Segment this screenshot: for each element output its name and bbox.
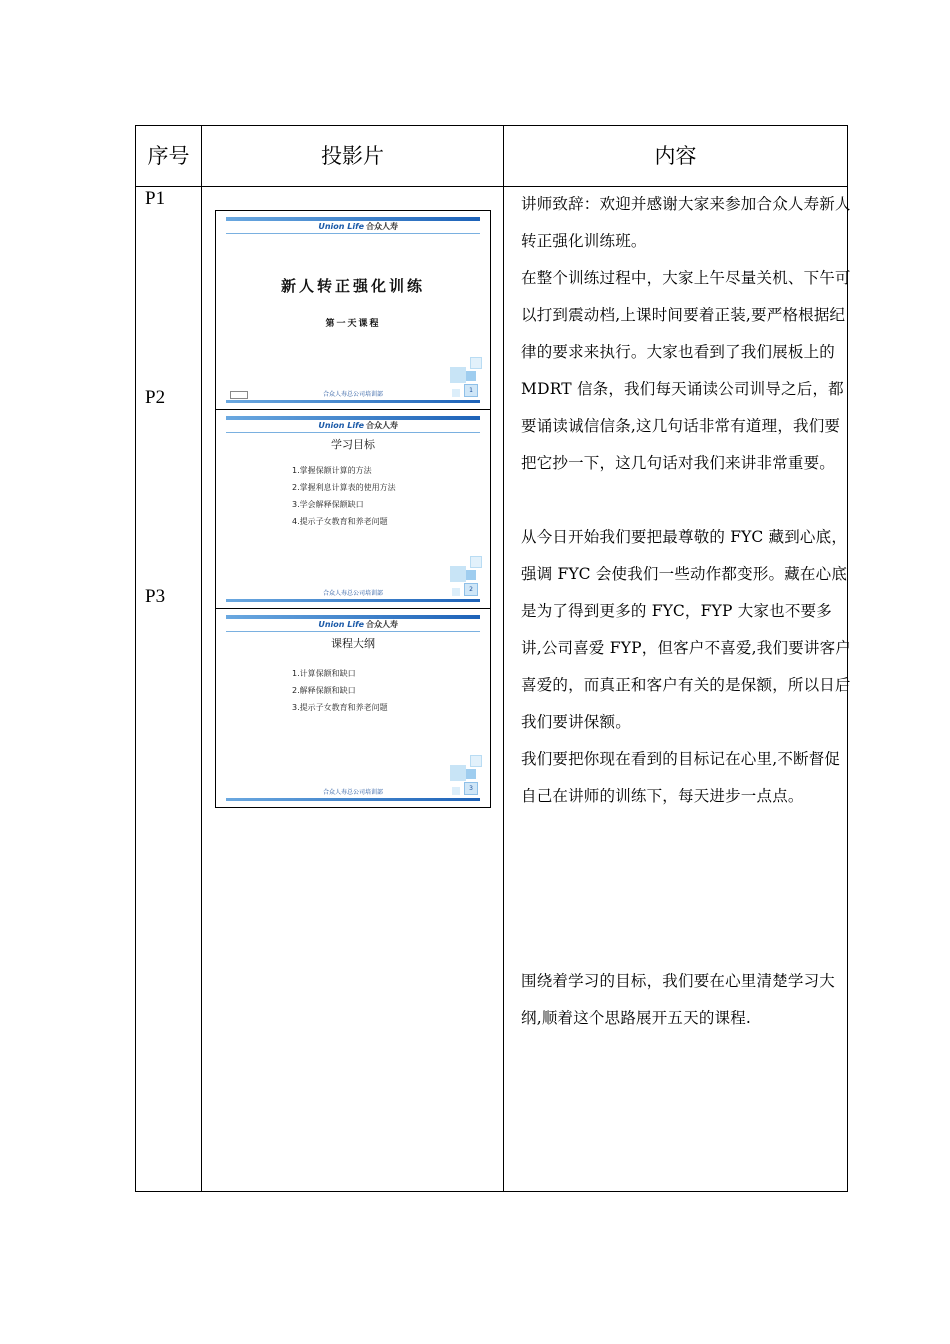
- slide-number: 3: [464, 782, 478, 795]
- slide-list-item: 3.提示子女教育和养老问题: [292, 703, 388, 712]
- decor-square: [466, 570, 476, 580]
- page-label-p1: P1: [145, 188, 166, 209]
- decor-square: [466, 371, 476, 381]
- lesson-table: [135, 125, 851, 1192]
- decor-square: [450, 367, 466, 383]
- brand-logo: [318, 420, 398, 431]
- column-divider: [201, 126, 202, 1191]
- slide-title: 课程大纲: [331, 637, 375, 650]
- content-p2-goals: 我们要把你现在看到的目标记在心里,不断督促自己在讲师的训练下，每天进步一点点。: [521, 750, 841, 805]
- slide-footer: 合众人寿总公司培训部: [322, 391, 383, 398]
- slide-footer: 合众人寿总公司培训部: [322, 590, 383, 597]
- slide-subtitle: 第一天课程: [325, 319, 381, 329]
- header-content: 内容: [654, 144, 697, 168]
- column-divider: [503, 126, 504, 1191]
- header-seq: 序号: [147, 144, 190, 168]
- slide-list: [292, 462, 396, 530]
- content-p1-welcome: 讲师致辞：欢迎并感谢大家来参加合众人寿新人转正强化训练班。: [521, 195, 851, 250]
- slide-list-item: 2.解释保额和缺口: [292, 686, 356, 695]
- brand-en: Union Life: [318, 222, 364, 231]
- slide-title: 学习目标: [331, 438, 375, 451]
- slide-list-item: 2.掌握利息计算表的使用方法: [292, 483, 396, 492]
- slide-1: [216, 211, 490, 409]
- slide-divider: [226, 631, 480, 632]
- slide-bottom-bar: [226, 599, 480, 602]
- brand-en: Union Life: [318, 620, 364, 629]
- decor-square: [470, 556, 482, 568]
- content-p3-outline: 围绕着学习的目标，我们要在心里清楚学习大纲,顺着这个思路展开五天的课程.: [521, 972, 836, 1027]
- brand-cn: 合众人寿: [366, 620, 398, 629]
- slide-title: 新人转正强化训练: [280, 277, 425, 295]
- slide-number: 2: [464, 583, 478, 596]
- brand-logo: [318, 619, 398, 630]
- decor-square: [450, 566, 466, 582]
- slide-list-item: 1.掌握保额计算的方法: [292, 466, 372, 475]
- content-p1-rules: 在整个训练过程中，大家上午尽量关机、下午可以打到震动档,上课时间要着正装,要严格根据纪律的要求来执行。大家也看到了我们展板上的 MDRT 信条，我们每天诵读公司训导之后，都要诵读诚信信条,这几句话非常有道理，我们要把它抄一下，这几句话对我们来讲非常重要。: [521, 269, 851, 472]
- page-label-p3: P3: [145, 586, 166, 607]
- brand-logo: [318, 221, 398, 232]
- brand-cn: 合众人寿: [366, 222, 398, 231]
- slide-list-item: 3.学会解释保额缺口: [292, 500, 364, 509]
- spacer: [521, 815, 851, 963]
- decor-square: [470, 755, 482, 767]
- decor-square: [466, 769, 476, 779]
- header-slides: 投影片: [321, 144, 384, 168]
- slide-footer: 合众人寿总公司培训部: [322, 789, 383, 796]
- spacer: [521, 482, 851, 519]
- slide-bottom-bar: [226, 400, 480, 403]
- page-label-p2: P2: [145, 387, 166, 408]
- slide-number: 1: [464, 384, 478, 397]
- slide-3: [216, 608, 490, 807]
- decor-square: [450, 765, 466, 781]
- content-p2-fyc: 从今日开始我们要把最尊敬的 FYC 藏到心底，强调 FYC 会使我们一些动作都变形。藏在心底是为了得到更多的 FYC，FYP 大家也不要多讲,公司喜爱 FYP，但客户不喜爱,我们要讲客户喜爱的，而真正和客户有关的是保额，所以日后我们要讲保额。: [521, 528, 851, 731]
- content-column: [513, 186, 851, 1037]
- brand-cn: 合众人寿: [366, 421, 398, 430]
- slide-2: [216, 409, 490, 608]
- decor-square: [470, 357, 482, 369]
- slide-list-item: 4.提示子女教育和养老问题: [292, 517, 388, 526]
- slide-list: [292, 665, 388, 716]
- slide-thumbnails: [215, 210, 491, 808]
- slide-divider: [226, 432, 480, 433]
- slide-divider: [226, 233, 480, 234]
- slide-bottom-bar: [226, 798, 480, 801]
- slide-list-item: 1.计算保额和缺口: [292, 669, 356, 678]
- brand-en: Union Life: [318, 421, 364, 430]
